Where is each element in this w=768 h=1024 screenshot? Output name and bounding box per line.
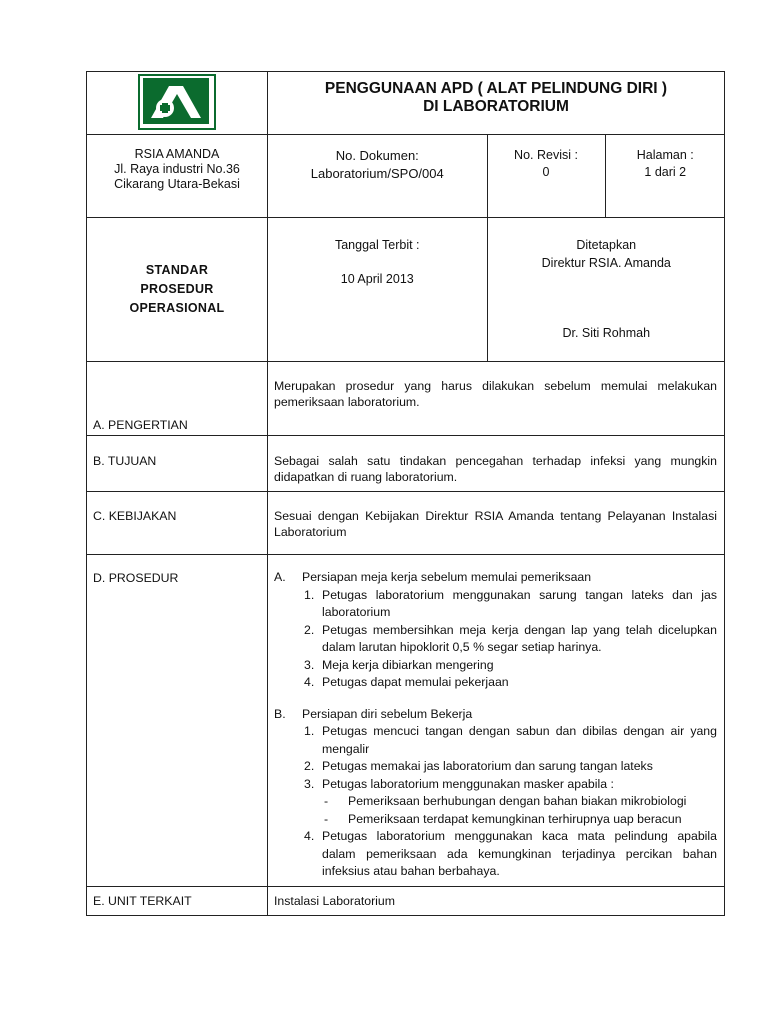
- hospital-info: [87, 135, 268, 218]
- prosedur-section-b: [274, 706, 717, 724]
- hospital-address-2: Cikarang Utara-Bekasi: [114, 177, 240, 191]
- prosedur-content: [268, 555, 725, 887]
- prosedur-label: D. PROSEDUR: [87, 555, 268, 887]
- item-text: Petugas dapat memulai pekerjaan: [322, 675, 509, 689]
- section-b-letter: B.: [274, 706, 286, 721]
- logo-cell: [87, 72, 268, 135]
- document-meta: [268, 135, 725, 218]
- list-item: [304, 758, 717, 776]
- hospital-name: RSIA AMANDA: [134, 147, 220, 161]
- approval-signature-block: [487, 218, 725, 361]
- doc-no-value: Laboratorium/SPO/004: [310, 166, 444, 181]
- sop-document: [86, 71, 724, 916]
- item-number: 3.: [304, 776, 315, 791]
- approval-block: [268, 218, 725, 362]
- document-title: [268, 72, 725, 135]
- sub-list-item: [304, 793, 717, 811]
- approved-by: Direktur RSIA. Amanda: [541, 256, 671, 270]
- kebijakan-label: C. KEBIJAKAN: [87, 492, 268, 555]
- unit-label: E. UNIT TERKAIT: [87, 886, 268, 915]
- sub-item-dash: -: [324, 811, 329, 826]
- doc-no-label: No. Dokumen:: [335, 148, 419, 163]
- revision-label: No. Revisi :: [514, 148, 578, 162]
- issued-date-block: [268, 218, 487, 361]
- item-number: 3.: [304, 657, 315, 672]
- item-number: 1.: [304, 724, 315, 738]
- approved-label: Ditetapkan: [576, 238, 637, 252]
- hospital-logo-icon: [138, 74, 216, 130]
- prosedur-section-a: [274, 569, 717, 587]
- item-text: Petugas laboratorium menggunakan masker apabila :: [322, 776, 614, 791]
- item-text: Petugas laboratorium menggunakan kaca mata pelindung apabila dalam pemeriksaan ada kemungkinan terjadinya percikan bahan infeksius atau bahan berbahaya.: [322, 829, 717, 878]
- item-number: 1.: [304, 587, 315, 602]
- item-number: 2.: [304, 759, 315, 773]
- section-a-title: Persiapan meja kerja sebelum memulai pemeriksaan: [302, 570, 592, 584]
- item-text: Meja kerja dibiarkan mengering: [322, 657, 494, 672]
- sub-item-text: Pemeriksaan berhubungan dengan bahan biakan mikrobiologi: [348, 794, 687, 808]
- tujuan-text: Sebagai salah satu tindakan pencegahan terhadap infeksi yang mungkin didapatkan di ruang laboratorium.: [268, 436, 725, 492]
- item-number: 4.: [304, 675, 315, 689]
- section-a-items: [274, 587, 717, 692]
- pengertian-text: Merupakan prosedur yang harus dilakukan sebelum memulai melakukan pemeriksaan laboratorium.: [268, 362, 725, 436]
- issued-label: Tanggal Terbit :: [334, 238, 420, 252]
- sop-line-3: OPERASIONAL: [129, 301, 225, 315]
- item-number: 2.: [304, 622, 315, 637]
- list-item: [304, 674, 717, 692]
- sop-label: [87, 218, 268, 362]
- item-text: Petugas memakai jas laboratorium dan sarung tangan lateks: [322, 759, 653, 773]
- unit-text: Instalasi Laboratorium: [268, 886, 725, 915]
- sop-line-1: STANDAR: [145, 263, 209, 277]
- sop-line-2: PROSEDUR: [140, 282, 214, 296]
- list-item: [304, 622, 717, 657]
- revision-number: [487, 135, 605, 217]
- list-item: [304, 776, 717, 794]
- section-b-title: Persiapan diri sebelum Bekerja: [302, 706, 473, 721]
- list-item: [304, 657, 717, 675]
- sub-item-text: Pemeriksaan terdapat kemungkinan terhirupnya uap beracun: [348, 811, 682, 826]
- issued-date: 10 April 2013: [340, 272, 414, 286]
- page-label: Halaman :: [636, 148, 694, 162]
- sub-list-item: [304, 811, 717, 829]
- sop-table: [86, 71, 725, 916]
- revision-value: 0: [542, 165, 550, 179]
- section-a-letter: A.: [274, 570, 286, 584]
- pengertian-label: A. PENGERTIAN: [87, 362, 268, 436]
- list-item: [304, 828, 717, 881]
- hospital-address-1: Jl. Raya industri No.36: [114, 162, 240, 176]
- signatory-name: Dr. Siti Rohmah: [562, 326, 651, 340]
- section-b-items: [274, 723, 717, 881]
- item-text: Petugas laboratorium menggunakan sarung tangan lateks dan jas laboratorium: [322, 587, 717, 619]
- item-text: Petugas mencuci tangan dengan sabun dan dibilas dengan air yang mengalir: [322, 724, 717, 756]
- item-text: Petugas membersihkan meja kerja dengan lap yang telah dicelupkan dalam larutan hipoklorit 0,5 % segar setiap harinya.: [322, 622, 717, 654]
- page-value: 1 dari 2: [644, 165, 687, 179]
- kebijakan-text: Sesuai dengan Kebijakan Direktur RSIA Amanda tentang Pelayanan Instalasi Laboratorium: [268, 492, 725, 555]
- page-number: [605, 135, 725, 217]
- sub-item-dash: -: [324, 794, 329, 808]
- document-number: [268, 135, 487, 217]
- list-item: [304, 587, 717, 622]
- title-line-1: PENGGUNAAN APD ( ALAT PELINDUNG DIRI ): [324, 80, 668, 97]
- tujuan-label: B. TUJUAN: [87, 436, 268, 492]
- list-item: [304, 723, 717, 758]
- item-number: 4.: [304, 829, 315, 843]
- title-line-2: DI LABORATORIUM: [423, 98, 569, 115]
